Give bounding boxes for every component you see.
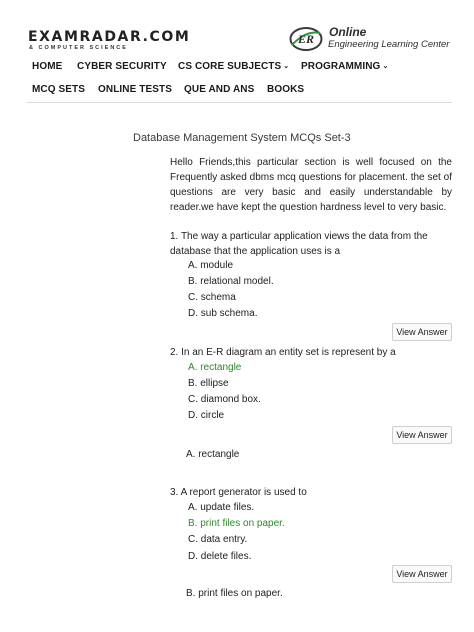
question-3-option-b: B. print files on paper. [188, 518, 285, 529]
question-3-option-d: D. delete files. [188, 551, 252, 562]
question-1-option-b: B. relational model. [188, 276, 274, 287]
nav-que-and-ans[interactable] [184, 84, 254, 95]
nav-books[interactable] [267, 84, 304, 95]
nav-home[interactable] [32, 61, 62, 72]
elc-subtitle: Engineering Learning Center [328, 39, 450, 50]
nav-programming-label: PROGRAMMING [301, 61, 381, 72]
nav-mcq-sets[interactable] [32, 84, 85, 95]
nav-online-tests[interactable] [98, 84, 172, 95]
nav-programming[interactable] [301, 61, 388, 72]
question-3-option-a: A. update files. [188, 502, 255, 513]
nav-books-label: BOOKS [267, 84, 305, 95]
nav-cyber-security[interactable] [77, 61, 167, 72]
question-3-answer: B. print files on paper. [186, 588, 283, 599]
question-1-option-c: C. schema [188, 292, 236, 303]
nav-online-tests-label: ONLINE TESTS [98, 84, 172, 95]
nav-cs-core-subjects-label: CS CORE SUBJECTS [178, 61, 282, 72]
intro-paragraph: Hello Friends,this particular section is well focused on the Frequently asked dbms mcq questions for placement. the set of questions are very basic and easily understandable by reader.we have kept the question hardness level to very basic. [170, 157, 452, 213]
question-2-text: 2. In an E-R diagram an entity set is represent by a [170, 347, 396, 358]
question-2-option-d: D. circle [188, 410, 225, 421]
chevron-down-icon: ⌄ [382, 63, 389, 70]
nav-mcq-sets-label: MCQ SETS [32, 84, 86, 95]
page-title: Database Management System MCQs Set-3 [133, 132, 351, 144]
nav-cs-core-subjects[interactable] [178, 61, 289, 72]
nav-que-and-ans-label: QUE AND ANS [184, 84, 255, 95]
question-2-view-answer-button[interactable]: View Answer [392, 426, 452, 444]
elc-title: Online [329, 25, 367, 39]
chevron-down-icon: ⌄ [283, 63, 290, 70]
elc-logo-icon [289, 26, 323, 52]
nav-home-label: HOME [32, 61, 63, 72]
site-logo-tagline: & COMPUTER SCIENCE [29, 45, 128, 51]
question-2-option-b: B. ellipse [188, 378, 229, 389]
question-1-view-answer-button[interactable]: View Answer [392, 323, 452, 341]
question-1-option-a: A. module [188, 260, 234, 271]
question-2-option-c: C. diamond box. [188, 394, 261, 405]
site-header [0, 0, 474, 110]
question-3-text: 3. A report generator is used to [170, 487, 307, 498]
nav-cyber-security-label: CYBER SECURITY [77, 61, 167, 72]
site-logo[interactable]: EXAMRADAR.COM [28, 29, 191, 45]
question-2-answer: A. rectangle [186, 449, 240, 460]
nav-divider [26, 102, 452, 103]
question-3-option-c: C. data entry. [188, 534, 248, 545]
elc-badge-text: ER [297, 32, 315, 46]
question-1-option-d: D. sub schema. [188, 308, 258, 319]
question-3-view-answer-button[interactable]: View Answer [392, 565, 452, 583]
question-2-option-a: A. rectangle [188, 362, 242, 373]
question-1-text: 1. The way a particular application views the data from the database that the application uses is a [170, 231, 428, 257]
